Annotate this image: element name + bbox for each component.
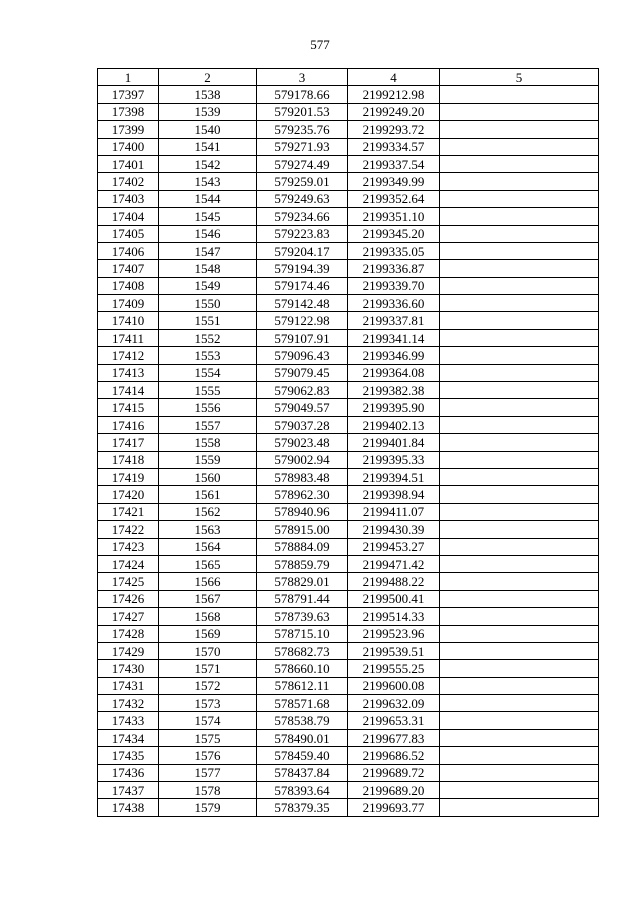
table-cell: 578983.48: [257, 468, 348, 485]
table-cell: [440, 434, 599, 451]
table-row: [98, 173, 599, 190]
table-cell: [440, 712, 599, 729]
table-row: [98, 312, 599, 329]
table-cell: [440, 590, 599, 607]
table-cell: 578437.84: [257, 764, 348, 781]
table-cell: 578915.00: [257, 521, 348, 538]
table-cell: 1558: [159, 434, 257, 451]
table-cell: 1572: [159, 677, 257, 694]
table-cell: 1573: [159, 695, 257, 712]
table-cell: 1540: [159, 121, 257, 138]
table-cell: 1543: [159, 173, 257, 190]
table-body: [98, 86, 599, 816]
table-cell: 1559: [159, 451, 257, 468]
table-row: [98, 347, 599, 364]
table-cell: [440, 295, 599, 312]
table-cell: 2199677.83: [348, 729, 440, 746]
table-cell: 578660.10: [257, 660, 348, 677]
table-cell: 17408: [98, 277, 159, 294]
table-cell: [440, 173, 599, 190]
table-cell: 2199471.42: [348, 555, 440, 572]
table-cell: 2199488.22: [348, 573, 440, 590]
table-cell: 17410: [98, 312, 159, 329]
table-cell: [440, 695, 599, 712]
table-row: [98, 608, 599, 625]
table-row: [98, 329, 599, 346]
table-row: [98, 538, 599, 555]
table-cell: [440, 503, 599, 520]
table-cell: [440, 277, 599, 294]
table-cell: 1570: [159, 642, 257, 659]
table-cell: 1575: [159, 729, 257, 746]
table-cell: 17430: [98, 660, 159, 677]
table-cell: [440, 138, 599, 155]
table-cell: 1541: [159, 138, 257, 155]
table-row: [98, 451, 599, 468]
table-cell: 1560: [159, 468, 257, 485]
table-cell: [440, 468, 599, 485]
table-row: [98, 86, 599, 103]
table-cell: 579142.48: [257, 295, 348, 312]
table-row: [98, 625, 599, 642]
table-cell: 17405: [98, 225, 159, 242]
table-cell: 2199336.87: [348, 260, 440, 277]
table-cell: 17401: [98, 155, 159, 172]
table-cell: 1567: [159, 590, 257, 607]
table-cell: 2199395.33: [348, 451, 440, 468]
table-cell: 1562: [159, 503, 257, 520]
table-cell: 1578: [159, 782, 257, 799]
table-row: [98, 573, 599, 590]
table-cell: 579201.53: [257, 103, 348, 120]
table-row: [98, 190, 599, 207]
column-header: 2: [159, 69, 257, 86]
table-cell: [440, 782, 599, 799]
table-cell: 17397: [98, 86, 159, 103]
column-header: 4: [348, 69, 440, 86]
coordinates-table: [97, 68, 599, 817]
table-row: [98, 155, 599, 172]
table-cell: 17420: [98, 486, 159, 503]
table-cell: 2199337.54: [348, 155, 440, 172]
table-row: [98, 138, 599, 155]
table-cell: 579223.83: [257, 225, 348, 242]
table-row: [98, 468, 599, 485]
table-cell: [440, 521, 599, 538]
table-cell: 579107.91: [257, 329, 348, 346]
table-cell: 17399: [98, 121, 159, 138]
table-cell: 2199395.90: [348, 399, 440, 416]
table-cell: 1549: [159, 277, 257, 294]
table-cell: 579079.45: [257, 364, 348, 381]
table-row: [98, 416, 599, 433]
table-cell: 2199411.07: [348, 503, 440, 520]
table-row: [98, 521, 599, 538]
table-cell: 17422: [98, 521, 159, 538]
table-cell: 1539: [159, 103, 257, 120]
page-number: 577: [310, 37, 330, 52]
table-cell: 578884.09: [257, 538, 348, 555]
table-row: [98, 242, 599, 259]
table-cell: 1544: [159, 190, 257, 207]
table-cell: [440, 329, 599, 346]
table-cell: 17437: [98, 782, 159, 799]
table-cell: 1571: [159, 660, 257, 677]
table-row: [98, 260, 599, 277]
table-cell: 1554: [159, 364, 257, 381]
table-row: [98, 555, 599, 572]
table-cell: 17409: [98, 295, 159, 312]
table-cell: 2199401.84: [348, 434, 440, 451]
table-cell: [440, 538, 599, 555]
table-cell: [440, 312, 599, 329]
table-row: [98, 103, 599, 120]
table-cell: 2199352.64: [348, 190, 440, 207]
table-row: [98, 364, 599, 381]
table-cell: 17403: [98, 190, 159, 207]
table-row: [98, 225, 599, 242]
table-cell: 1561: [159, 486, 257, 503]
table-cell: [440, 625, 599, 642]
table-cell: 2199653.31: [348, 712, 440, 729]
table-cell: [440, 416, 599, 433]
table-cell: [440, 225, 599, 242]
table-row: [98, 208, 599, 225]
table-cell: 1555: [159, 382, 257, 399]
table-cell: 579122.98: [257, 312, 348, 329]
table-cell: [440, 677, 599, 694]
table-cell: [440, 573, 599, 590]
table-cell: 578829.01: [257, 573, 348, 590]
table-cell: [440, 86, 599, 103]
table-cell: 17432: [98, 695, 159, 712]
table-cell: 17434: [98, 729, 159, 746]
column-header: 1: [98, 69, 159, 86]
table-cell: 17406: [98, 242, 159, 259]
table-cell: 579234.66: [257, 208, 348, 225]
table-cell: 1538: [159, 86, 257, 103]
table-cell: 2199523.96: [348, 625, 440, 642]
table-cell: 1556: [159, 399, 257, 416]
table-cell: 17412: [98, 347, 159, 364]
table-cell: 1566: [159, 573, 257, 590]
table-cell: 2199337.81: [348, 312, 440, 329]
table-cell: 2199351.10: [348, 208, 440, 225]
table-cell: 579062.83: [257, 382, 348, 399]
table-row: [98, 399, 599, 416]
column-header: 3: [257, 69, 348, 86]
table-cell: [440, 555, 599, 572]
table-cell: 579194.39: [257, 260, 348, 277]
table-cell: 578379.35: [257, 799, 348, 816]
table-cell: 2199430.39: [348, 521, 440, 538]
table-cell: [440, 729, 599, 746]
table-cell: 1546: [159, 225, 257, 242]
table-cell: 1569: [159, 625, 257, 642]
table-cell: 1550: [159, 295, 257, 312]
table-row: [98, 382, 599, 399]
table-cell: 579023.48: [257, 434, 348, 451]
table-cell: 2199402.13: [348, 416, 440, 433]
table-cell: 17411: [98, 329, 159, 346]
table-cell: [440, 608, 599, 625]
table-cell: [440, 660, 599, 677]
table-cell: 17425: [98, 573, 159, 590]
table-cell: 2199539.51: [348, 642, 440, 659]
table-cell: 579259.01: [257, 173, 348, 190]
table-cell: 579271.93: [257, 138, 348, 155]
table-cell: 1552: [159, 329, 257, 346]
table-cell: 17415: [98, 399, 159, 416]
table-cell: 1564: [159, 538, 257, 555]
table-row: [98, 764, 599, 781]
table-cell: 2199346.99: [348, 347, 440, 364]
table-row: [98, 503, 599, 520]
table-cell: [440, 451, 599, 468]
table-cell: 578393.64: [257, 782, 348, 799]
table-cell: 17426: [98, 590, 159, 607]
table-cell: 2199293.72: [348, 121, 440, 138]
table-cell: [440, 260, 599, 277]
table-cell: [440, 190, 599, 207]
table-cell: 17424: [98, 555, 159, 572]
table-cell: 579235.76: [257, 121, 348, 138]
table-cell: [440, 799, 599, 816]
table-cell: 578962.30: [257, 486, 348, 503]
table-cell: 2199382.38: [348, 382, 440, 399]
table-row: [98, 486, 599, 503]
table-cell: 2199349.99: [348, 173, 440, 190]
table-cell: 579249.63: [257, 190, 348, 207]
table-cell: 2199398.94: [348, 486, 440, 503]
table-cell: 1548: [159, 260, 257, 277]
table-cell: 2199345.20: [348, 225, 440, 242]
table-cell: 17429: [98, 642, 159, 659]
table-cell: [440, 242, 599, 259]
table-cell: 2199514.33: [348, 608, 440, 625]
table-cell: 2199453.27: [348, 538, 440, 555]
table-cell: 17417: [98, 434, 159, 451]
table-cell: 17416: [98, 416, 159, 433]
table-cell: 2199500.41: [348, 590, 440, 607]
table-cell: 579274.49: [257, 155, 348, 172]
table-row: [98, 747, 599, 764]
table-cell: 17402: [98, 173, 159, 190]
table-cell: 1553: [159, 347, 257, 364]
table-cell: 17427: [98, 608, 159, 625]
table-cell: [440, 103, 599, 120]
table-cell: 2199600.08: [348, 677, 440, 694]
table-cell: 17398: [98, 103, 159, 120]
table-cell: 579037.28: [257, 416, 348, 433]
table-cell: 17423: [98, 538, 159, 555]
table-cell: 1551: [159, 312, 257, 329]
table-cell: 1547: [159, 242, 257, 259]
table-row: [98, 277, 599, 294]
table-cell: 578715.10: [257, 625, 348, 642]
table-row: [98, 677, 599, 694]
table-row: [98, 695, 599, 712]
table-cell: 17413: [98, 364, 159, 381]
table-cell: 17438: [98, 799, 159, 816]
table-cell: 2199334.57: [348, 138, 440, 155]
table-cell: 579178.66: [257, 86, 348, 103]
table-cell: 578538.79: [257, 712, 348, 729]
table-cell: 578571.68: [257, 695, 348, 712]
table-cell: 2199632.09: [348, 695, 440, 712]
table-cell: 2199693.77: [348, 799, 440, 816]
table-cell: 578490.01: [257, 729, 348, 746]
table-row: [98, 712, 599, 729]
table-cell: [440, 121, 599, 138]
table-cell: 578459.40: [257, 747, 348, 764]
table-cell: 579204.17: [257, 242, 348, 259]
table-cell: 579096.43: [257, 347, 348, 364]
table-cell: 17436: [98, 764, 159, 781]
table-row: [98, 729, 599, 746]
table-cell: 17431: [98, 677, 159, 694]
table-cell: 1568: [159, 608, 257, 625]
table-row: [98, 642, 599, 659]
table-cell: [440, 347, 599, 364]
table-cell: 2199555.25: [348, 660, 440, 677]
table-cell: [440, 486, 599, 503]
table-cell: [440, 399, 599, 416]
table-cell: 17419: [98, 468, 159, 485]
table-cell: 2199336.60: [348, 295, 440, 312]
table-cell: 17407: [98, 260, 159, 277]
table-row: [98, 799, 599, 816]
table-cell: 17414: [98, 382, 159, 399]
table-cell: 2199335.05: [348, 242, 440, 259]
table-cell: 1565: [159, 555, 257, 572]
table-cell: [440, 382, 599, 399]
table-cell: 1557: [159, 416, 257, 433]
table-cell: 17404: [98, 208, 159, 225]
table-cell: 578791.44: [257, 590, 348, 607]
table-row: [98, 782, 599, 799]
table-row: [98, 121, 599, 138]
table-row: [98, 660, 599, 677]
table-row: [98, 590, 599, 607]
table-cell: 579174.46: [257, 277, 348, 294]
column-header: 5: [440, 69, 599, 86]
table-cell: 17428: [98, 625, 159, 642]
table-cell: 578739.63: [257, 608, 348, 625]
table-cell: 1579: [159, 799, 257, 816]
table-cell: 579049.57: [257, 399, 348, 416]
table-cell: 1542: [159, 155, 257, 172]
table-cell: 2199212.98: [348, 86, 440, 103]
table-cell: [440, 642, 599, 659]
table-cell: [440, 208, 599, 225]
table-cell: 2199689.72: [348, 764, 440, 781]
table-cell: 1577: [159, 764, 257, 781]
table-header-row: [98, 69, 599, 86]
table-cell: 2199341.14: [348, 329, 440, 346]
table-cell: 578859.79: [257, 555, 348, 572]
table-cell: 17400: [98, 138, 159, 155]
table-cell: 1545: [159, 208, 257, 225]
table-cell: 578612.11: [257, 677, 348, 694]
table-cell: 578940.96: [257, 503, 348, 520]
table-cell: 579002.94: [257, 451, 348, 468]
table-cell: [440, 747, 599, 764]
table-cell: 17433: [98, 712, 159, 729]
table-cell: 1576: [159, 747, 257, 764]
table-cell: 578682.73: [257, 642, 348, 659]
table-cell: 2199364.08: [348, 364, 440, 381]
table-row: [98, 434, 599, 451]
table-row: [98, 295, 599, 312]
table-cell: [440, 364, 599, 381]
table-cell: [440, 764, 599, 781]
table-cell: 1574: [159, 712, 257, 729]
table-cell: 1563: [159, 521, 257, 538]
table-cell: 2199249.20: [348, 103, 440, 120]
table-cell: 2199686.52: [348, 747, 440, 764]
table-cell: 2199339.70: [348, 277, 440, 294]
table-cell: 17435: [98, 747, 159, 764]
table-cell: 17421: [98, 503, 159, 520]
table-cell: [440, 155, 599, 172]
table-cell: 17418: [98, 451, 159, 468]
table-cell: 2199394.51: [348, 468, 440, 485]
table-cell: 2199689.20: [348, 782, 440, 799]
